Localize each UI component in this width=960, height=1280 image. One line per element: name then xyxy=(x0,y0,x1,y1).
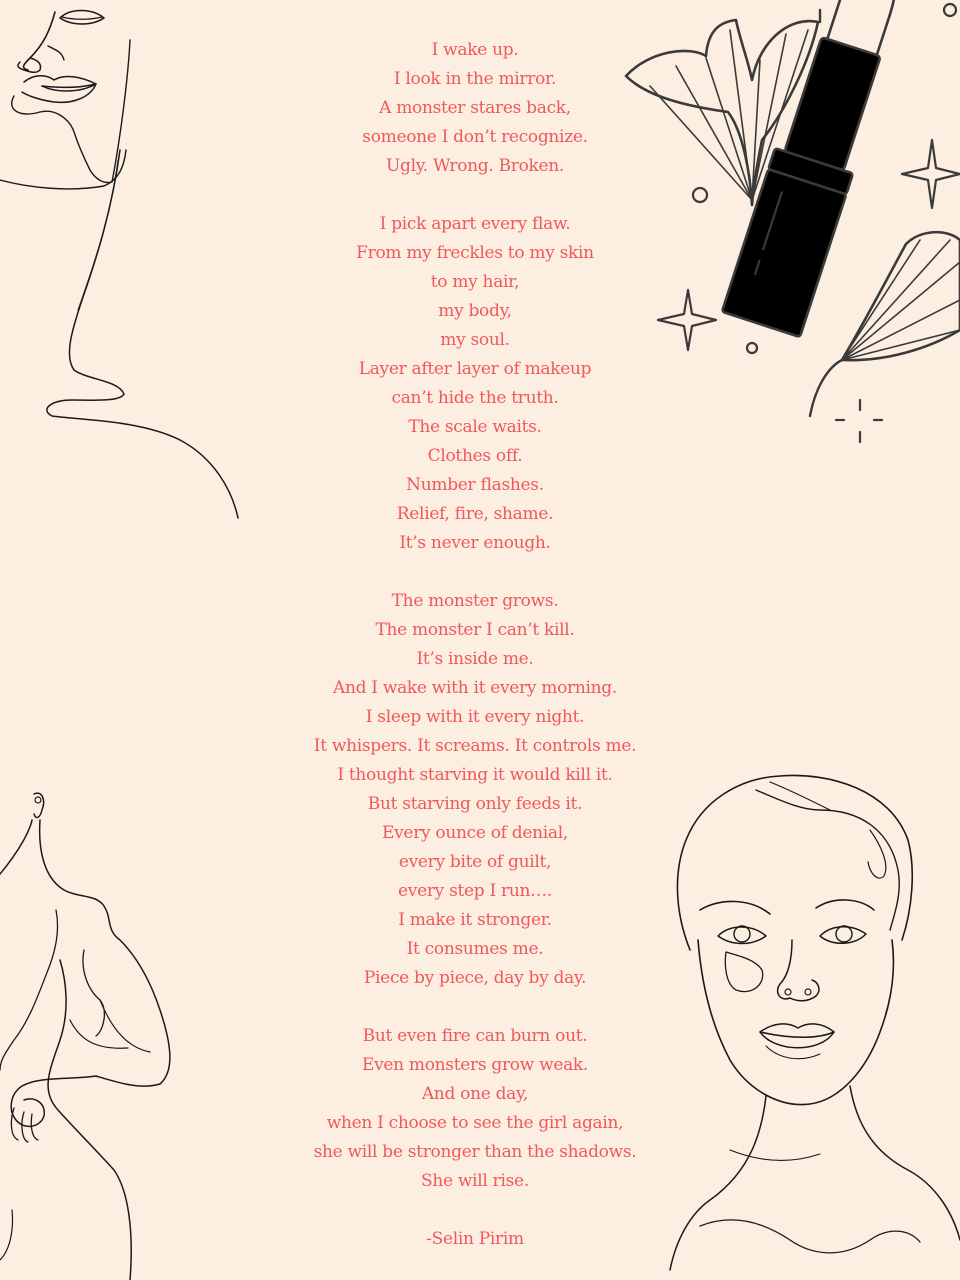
poem-line: she will be stronger than the shadows. xyxy=(313,1142,637,1162)
poem-stanza xyxy=(300,36,650,181)
poem-line: And I wake with it every morning. xyxy=(333,678,617,698)
poem-line: Relief, fire, shame. xyxy=(396,504,554,524)
poem-line: The monster I can’t kill. xyxy=(375,620,575,640)
poem-line: Number flashes. xyxy=(406,475,544,495)
lipstick-and-ginkgo-leaves-icon xyxy=(610,0,960,460)
poem-line: Ugly. Wrong. Broken. xyxy=(385,156,565,176)
poem-line: can’t hide the truth. xyxy=(391,388,559,408)
poem-line: someone I don’t recognize. xyxy=(362,127,588,147)
body-silhouette-line-art xyxy=(0,790,190,1280)
poem-line: From my freckles to my skin xyxy=(356,243,594,263)
poem-line: But even fire can burn out. xyxy=(362,1026,588,1046)
poem-line: Clothes off. xyxy=(427,446,523,466)
poem-line: my body, xyxy=(438,301,512,321)
poem-line: The monster grows. xyxy=(391,591,559,611)
poem-stanza xyxy=(300,210,650,558)
poem-line: every step I run…. xyxy=(398,881,552,901)
poem-line: A monster stares back, xyxy=(379,98,571,118)
poem-stanza xyxy=(300,587,650,993)
woman-face-line-art xyxy=(670,770,960,1280)
poem-line: The scale waits. xyxy=(408,417,542,437)
poem-line: It’s inside me. xyxy=(416,649,534,669)
poem-line: And one day, xyxy=(421,1084,529,1104)
poem-line: Piece by piece, day by day. xyxy=(363,968,587,988)
poem-line: I thought starving it would kill it. xyxy=(337,765,613,785)
poem-line: Every ounce of denial, xyxy=(382,823,568,843)
poem-line: She will rise. xyxy=(421,1171,529,1191)
face-profile-line-art xyxy=(0,0,260,530)
poem-line: I pick apart every flaw. xyxy=(379,214,571,234)
poem-line: It whispers. It screams. It controls me. xyxy=(313,736,637,756)
poem-line: I make it stronger. xyxy=(398,910,552,930)
poem-text xyxy=(300,36,650,1254)
poem-line: It’s never enough. xyxy=(399,533,551,553)
poem-line: when I choose to see the girl again, xyxy=(326,1113,624,1133)
poem-line: to my hair, xyxy=(430,272,520,292)
poem-line: every bite of guilt, xyxy=(398,852,552,872)
poem-line: I look in the mirror. xyxy=(393,69,557,89)
poem-line: But starving only feeds it. xyxy=(367,794,583,814)
poem-line: Even monsters grow weak. xyxy=(361,1055,589,1075)
poem-line: I wake up. xyxy=(431,40,519,60)
poem-line: Layer after layer of makeup xyxy=(358,359,592,379)
author-signature: -Selin Pirim xyxy=(426,1229,524,1249)
poem-line: I sleep with it every night. xyxy=(365,707,585,727)
poem-stanza xyxy=(300,1022,650,1196)
poem-line: It consumes me. xyxy=(406,939,544,959)
poem-line: my soul. xyxy=(440,330,510,350)
